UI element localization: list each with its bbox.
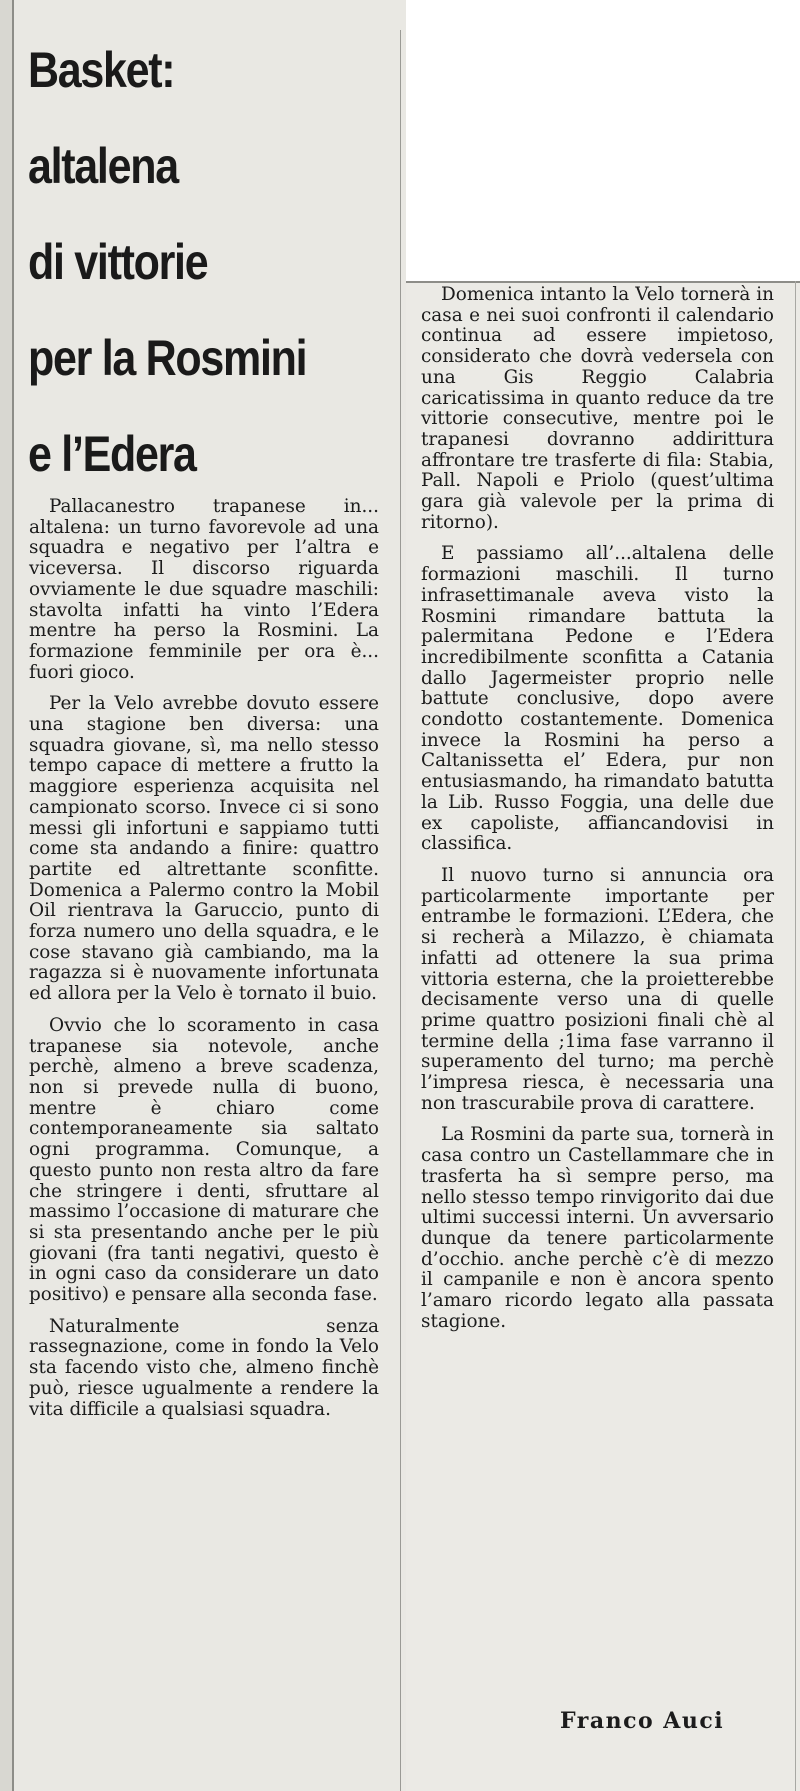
column-rule-right: [795, 281, 796, 1791]
article-column-left: [29, 497, 379, 1431]
headline-line: Basket:: [28, 42, 175, 98]
headline-line: di vittorie: [28, 234, 208, 290]
paragraph: Naturalmente senza rassegnazione, come in fondo la Velo sta facendo visto che, almeno finchè può, riesce ugualmente a rendere la vita difficile a qualsiasi squadra.: [29, 1315, 379, 1420]
paragraph: Il nuovo turno si annuncia ora particolarmente importante per entrambe le formazioni. L’Edera, che si recherà a Milazzo, è chiamata infatti ad ottenere la sua prima vittoria esterna, che la proietterebbe decisamente verso una di quelle prime quattro posizioni finali chè al termine della ;1ima fase varranno il superamento del turno; ma perchè l’impresa riesca, è necessaria una non trascurabile prova di carattere.: [421, 864, 774, 1114]
headline-line: e l’Edera: [28, 426, 196, 482]
column-rule-left: [12, 0, 14, 1791]
paragraph: Ovvio che lo scoramento in casa trapanese sia notevole, anche perchè, almeno a breve scadenza, non si prevede nulla di buono, mentre è chiaro come contemporaneamente sia saltato ogni programma. Comunque, a questo punto non resta altro da fare che stringere i denti, sfruttare al massimo l’occasione di maturare che si sta presentando anche per le più giovani (fra tanti negativi, questo è in ogni caso da considerare un dato positivo) e pensare alla seconda fase.: [29, 1014, 379, 1306]
headline-line: per la Rosmini: [28, 330, 307, 386]
paragraph: E passiamo all’...altalena delle formazioni maschili. Il turno infrasettimanale aveva visto la Rosmini rimandare battuta la palermitana Pedone e l’Edera incredibilmente sconfitta a Catania dallo Jagermeister proprio nelle battute conclusive, dopo avere condotto costantemente. Domenica invece la Rosmini ha perso a Caltanissetta el’ Edera, pur non entusiasmando, ha rimandato batutta la Lib. Russo Foggia, una delle due ex capoliste, affiancandovisi in classifica.: [421, 543, 774, 855]
article-headline: [28, 22, 346, 502]
author-byline: Franco Auci: [560, 1708, 725, 1734]
column-rule-middle: [400, 30, 401, 1791]
headline-line: altalena: [28, 138, 178, 194]
paragraph: Pallacanestro trapanese in... altalena: un turno favorevole ad una squadra e negativo per l’altra e viceversa. Il discorso riguarda ovviamente le due squadre maschili: stavolta infatti ha vinto l’Edera mentre ha perso la Rosmini. La formazione femminile per ora è... fuori gioco.: [29, 496, 379, 683]
paragraph: Per la Velo avrebbe dovuto essere una stagione ben diversa: una squadra giovane, sì, ma nello stesso tempo capace di mettere a frutto la maggiore esperienza acquisita nel campionato scorso. Invece ci si sono messi gli infortuni e sappiamo tutti come sta andando a finire: quattro partite ed altrettante sconfitte. Domenica a Palermo contro la Mobil Oil rientrava la Garuccio, punto di forza numero uno della squadra, e le cose stavano già cambiando, ma la ragazza si è nuovamente infortunata ed allora per la Velo è tornato il buio.: [29, 693, 379, 1005]
scan-edge-strip: [0, 0, 12, 1791]
paragraph: Domenica intanto la Velo tornerà in casa e nei suoi confronti il calendario continua ad essere impietoso, considerato che dovrà vedersela con una Gis Reggio Calabria caricatissima in quanto reduce da tre vittorie consecutive, mentre poi le trapanesi dovranno addirittura affrontare tre trasferte di fila: Stabia, Pall. Napoli e Priolo (quest’ultima gara già valevole per la prima di ritorno).: [421, 284, 774, 533]
column-rule-top: [406, 281, 800, 283]
article-column-right: [421, 285, 774, 1343]
paragraph: La Rosmini da parte sua, tornerà in casa contro un Castellammare che in trasferta ha sì sempre perso, ma nello stesso tempo rinvigorito dai due ultimi successi interni. Un avversario dunque da tenere particolarmente d’occhio. anche perchè c’è di mezzo il campanile e non è ancora spento l’amaro ricordo legato alla passata stagione.: [421, 1124, 774, 1332]
